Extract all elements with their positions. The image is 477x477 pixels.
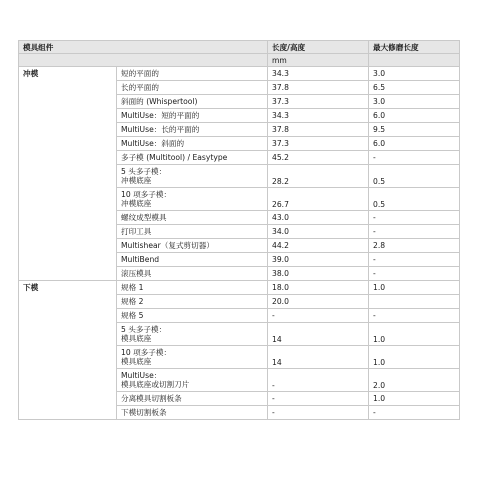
length-value: 37.3 [268, 95, 369, 109]
row-label [117, 323, 268, 346]
length-value: 34.0 [268, 225, 369, 239]
regrind-value: 6.0 [369, 137, 460, 151]
length-value: 18.0 [268, 281, 369, 295]
row-label-text: 滚压模具 [121, 269, 152, 278]
row-label-text: MultiUse：斜面的 [121, 139, 185, 148]
unit-row [19, 54, 460, 67]
row-label-text: 规格 2 [121, 297, 144, 306]
length-value: 26.7 [268, 188, 369, 211]
table-row [19, 281, 460, 295]
row-label [117, 95, 268, 109]
regrind-value: 2.0 [369, 369, 460, 392]
row-label-text: MultiUse：长的平面的 [121, 125, 200, 134]
row-label [117, 109, 268, 123]
unit-blank [19, 54, 268, 67]
row-label [117, 267, 268, 281]
row-label [117, 406, 268, 420]
regrind-value: - [369, 267, 460, 281]
row-label-text: MultiUse： [121, 371, 162, 380]
row-label [117, 123, 268, 137]
row-label [117, 392, 268, 406]
regrind-value: - [369, 225, 460, 239]
row-label-text: 10 项多子模： [121, 190, 172, 199]
row-label [117, 295, 268, 309]
length-value: 34.3 [268, 109, 369, 123]
length-value: 28.2 [268, 165, 369, 188]
group-name: 下模 [19, 281, 117, 420]
row-label [117, 253, 268, 267]
row-label-text: 5 头多子模： [121, 167, 167, 176]
length-value: 20.0 [268, 295, 369, 309]
length-value: 45.2 [268, 151, 369, 165]
length-value: - [268, 392, 369, 406]
regrind-value: 1.0 [369, 392, 460, 406]
row-label-text: 10 项多子模： [121, 348, 172, 357]
length-value: 37.8 [268, 81, 369, 95]
row-label [117, 369, 268, 392]
regrind-value: - [369, 253, 460, 267]
row-label-text: 打印工具 [121, 227, 152, 236]
regrind-value: 9.5 [369, 123, 460, 137]
length-value: 44.2 [268, 239, 369, 253]
row-label [117, 165, 268, 188]
row-label-subtext: 模具底座 [121, 357, 152, 366]
length-value: 34.3 [268, 67, 369, 81]
row-label [117, 67, 268, 81]
regrind-value: 0.5 [369, 188, 460, 211]
row-label [117, 137, 268, 151]
length-value: - [268, 309, 369, 323]
row-label-subtext: 冲模底座 [121, 176, 152, 185]
regrind-value: 3.0 [369, 95, 460, 109]
row-label [117, 309, 268, 323]
row-label [117, 281, 268, 295]
row-label [117, 211, 268, 225]
regrind-value: - [369, 406, 460, 420]
length-value: 37.8 [268, 123, 369, 137]
length-value: 43.0 [268, 211, 369, 225]
row-label [117, 188, 268, 211]
row-label-text: 多子模 (Multitool) / Easytype [121, 153, 228, 162]
header-unit: mm [268, 54, 369, 67]
row-label-text: 短的平面的 [121, 69, 159, 78]
length-value: - [268, 369, 369, 392]
header-component: 模具组件 [19, 41, 268, 54]
row-label [117, 151, 268, 165]
length-value: 37.3 [268, 137, 369, 151]
regrind-value: - [369, 211, 460, 225]
row-label-text: 5 头多子模： [121, 325, 167, 334]
row-label-text: 下模切割板条 [121, 408, 167, 417]
regrind-value: 1.0 [369, 323, 460, 346]
header-regrind: 最大修磨长度 [369, 41, 460, 54]
header-row [19, 41, 460, 54]
header-length: 长度/高度 [268, 41, 369, 54]
row-label-text: 分离模具切割板条 [121, 394, 182, 403]
table-body [19, 67, 460, 420]
row-label [117, 346, 268, 369]
regrind-value: - [369, 309, 460, 323]
regrind-value: 6.5 [369, 81, 460, 95]
row-label-text: MultiUse：短的平面的 [121, 111, 200, 120]
row-label-text: Multishear（复式剪切器） [121, 241, 214, 250]
unit-blank-2 [369, 54, 460, 67]
regrind-value: 1.0 [369, 346, 460, 369]
regrind-value: 6.0 [369, 109, 460, 123]
row-label-subtext: 冲模底座 [121, 199, 152, 208]
regrind-value: - [369, 151, 460, 165]
row-label-subtext: 模具底座或切割刀片 [121, 380, 190, 389]
regrind-value: 0.5 [369, 165, 460, 188]
group-name: 冲模 [19, 67, 117, 281]
row-label [117, 225, 268, 239]
row-label [117, 81, 268, 95]
table-row [19, 67, 460, 81]
row-label [117, 239, 268, 253]
row-label-subtext: 模具底座 [121, 334, 152, 343]
row-label-text: 斜面的 (Whispertool) [121, 97, 198, 106]
regrind-value: 1.0 [369, 281, 460, 295]
regrind-value: 3.0 [369, 67, 460, 81]
length-value: 14 [268, 323, 369, 346]
length-value: 38.0 [268, 267, 369, 281]
regrind-value [369, 295, 460, 309]
die-component-table [18, 40, 460, 420]
length-value: 39.0 [268, 253, 369, 267]
length-value: - [268, 406, 369, 420]
row-label-text: 螺纹成型模具 [121, 213, 167, 222]
row-label-text: 规格 5 [121, 311, 144, 320]
regrind-value: 2.8 [369, 239, 460, 253]
row-label-text: MultiBend [121, 255, 160, 264]
row-label-text: 规格 1 [121, 283, 144, 292]
length-value: 14 [268, 346, 369, 369]
row-label-text: 长的平面的 [121, 83, 159, 92]
